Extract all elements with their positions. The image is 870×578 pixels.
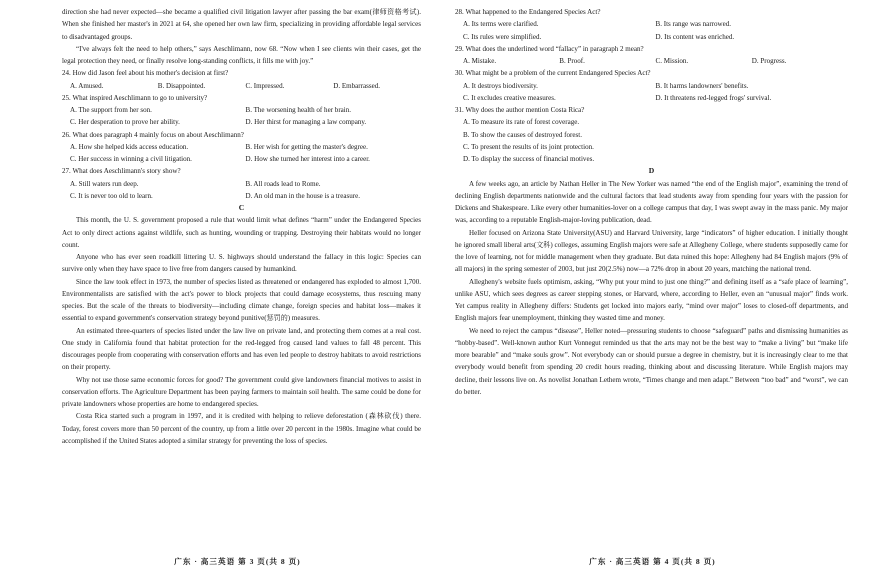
answer-option: D. An old man in the house is a treasure. <box>245 191 360 200</box>
body-paragraph: Anyone who has ever seen roadkill littering U. S. highways should understand the fallacy in this logic: Species can survive only when they have space to live free from dangers caused by humankind. <box>62 253 421 274</box>
answer-option: B. All roads lead to Rome. <box>245 179 321 188</box>
answer-option: A. Mistake. <box>463 57 497 65</box>
body-paragraph: Allegheny's website fuels optimism, asking, “Why put your mind to just one thing?” and defining itself as a “safe place of learning”, unlike ASU, which sees degrees as career stepping stones, or Harvard, where, according to Heller, even an “unusual major” finds work. Yet campus reality in Allegheny differs: Students get locked into majors early, “mind over major” loses to closed-off departments, and English majors fear unemployment, thinking they wasted time and money. <box>455 277 848 323</box>
answer-option: A. The support from her son. <box>70 106 152 114</box>
answer-option: C. It is never too old to learn. <box>70 191 153 200</box>
intro-paragraphs <box>62 6 421 67</box>
answer-option: C. Mission. <box>655 57 689 65</box>
answer-option: D. Embarrassed. <box>333 81 381 90</box>
question-stem: 29. What does the underlined word “fallacy” in paragraph 2 mean? <box>455 44 644 53</box>
answer-option: C. Its rules were simplified. <box>463 32 542 41</box>
body-paragraph: Costa Rica started such a program in 1997, and it is credited with helping to relieve deforestation (森林砍伐) there. Today, forest covers more than 50 percent of the country, up from a little over 20 percent in the 1980s. Imagine what could be accomplished if the United States adopted a similar strategy for preventing the loss of species. <box>62 412 421 445</box>
answer-option: C. It excludes creative measures. <box>463 93 556 102</box>
answer-option: B. To show the causes of destroyed forest. <box>463 130 582 139</box>
answer-option: B. Its range was narrowed. <box>655 20 732 29</box>
question-stem: 24. How did Jason feel about his mother's decision at first? <box>62 69 229 78</box>
answer-option: C. Her desperation to prove her ability. <box>70 118 180 127</box>
answer-option: B. Her wish for getting the master's degree. <box>245 142 368 151</box>
body-paragraph: An estimated three-quarters of species listed under the law live on private land, and protecting them comes at a real cost. One study in California found that habitat protection for the red-legged frog caused land values to fall 48 percent. This discourages people from cooperating with conservation efforts and has even led people to destroy habitats to avoid restrictions on their property. <box>62 326 421 372</box>
answer-option: A. Amused. <box>70 81 104 90</box>
body-paragraph: direction she had never expected—she became a qualified civil litigation lawyer after passing the bar exam(律师资格考试). When she finished her master's in 2021 at 64, she opened her own law firm, specializing in providing affordable legal services to disadvantaged groups. <box>62 8 421 41</box>
question-stem: 31. Why does the author mention Costa Rica? <box>455 106 585 114</box>
question-stem: 28. What happened to the Endangered Species Act? <box>455 8 601 16</box>
body-paragraph: This month, the U. S. government proposed a rule that would limit what defines “harm” under the Endangered Species Act to only direct actions against wildlife, such as hunting, wounding or trapping. Destroying their habitats would no longer count. <box>62 216 421 249</box>
passage-d <box>455 178 848 399</box>
answer-option: D. It threatens red-legged frogs' survival. <box>655 93 772 102</box>
answer-option: A. To measure its rate of forest coverage. <box>463 118 580 127</box>
answer-option: A. Still waters run deep. <box>70 179 139 188</box>
question-group-28-31 <box>455 6 848 165</box>
answer-option: B. It harms landowners' benefits. <box>655 81 749 90</box>
section-heading-d: D <box>648 166 655 176</box>
right-page <box>435 0 870 578</box>
body-paragraph: “I've always felt the need to help others,” says Aeschlimann, now 68. “Now when I see clients win their cases, get the legal protection they need, or finally resolve long-standing conflicts, it fills me with joy.” <box>62 44 421 65</box>
page-footer-4: 广东 · 高三英语 第 4 页(共 8 页) <box>589 557 716 566</box>
page-footer-3: 广东 · 高三英语 第 3 页(共 8 页) <box>174 557 301 566</box>
answer-option: A. Its terms were clarified. <box>463 20 539 29</box>
passage-c <box>62 214 421 447</box>
answer-option: D. To display the success of financial motives. <box>463 155 595 163</box>
answer-option: B. Proof. <box>559 57 585 65</box>
answer-option: A. How she helped kids access education. <box>70 142 189 151</box>
answer-option: C. Impressed. <box>245 81 285 90</box>
answer-option: A. It destroys biodiversity. <box>463 81 538 90</box>
body-paragraph: Since the law took effect in 1973, the number of species listed as threatened or endangered has exploded to almost 1,700. Environmentalists are satisfied with the act's power to block projects that could damage ecosystems, thus rescuing many species. But the scale of the threats to biodiversity—including climate change, foreign species and habitat loss—makes it essential to expand government's conservation strategy beyond punitive(惩罚的) measures. <box>62 277 421 323</box>
body-paragraph: A few weeks ago, an article by Nathan Heller in The New Yorker was named “the end of the English major”, examining the trend of declining English departments nationwide and the cultural factors that lead students away from spending four years with the passion for Dickens and Shakespeare. Like every other humanities-lover on a college campus that day, I was swept away in the mass panic. My major was, according to a reputable English-major-loving publication, dead. <box>455 179 848 225</box>
body-paragraph: Why not use those same economic forces for good? The government could give landowners financial motives to assist in conservation efforts. The Agriculture Department has been paying farmers to maintain soil health. The same could be done for private landowners whose properties are home to endangered species. <box>62 375 421 408</box>
answer-option: D. Its content was enriched. <box>655 32 735 41</box>
question-stem: 26. What does paragraph 4 mainly focus on about Aeschlimann? <box>62 130 244 139</box>
answer-option: C. Her success in winning a civil litigation. <box>70 155 192 163</box>
question-stem: 30. What might be a problem of the current Endangered Species Act? <box>455 69 651 78</box>
answer-option: D. How she turned her interest into a career. <box>245 155 370 163</box>
question-group-24-27 <box>62 67 421 202</box>
question-stem: 27. What does Aeschlimann's story show? <box>62 167 181 176</box>
body-paragraph: We need to reject the campus “disease”, Heller noted—pressuring students to choose “safeguard” paths and dismissing humanities as “hobby-based”. Well-known author Kurt Vonnegut reminded us that the arts may not be the best way to “make a living” but “make life more bearable” and “make souls grow”. Not everybody can or should pursue a degree in chemistry, but it is increasingly clear to me that everybody would benefit from spending 20 credit hours reading, thinking about and discussing literature. While English majors may decline, their lessons live on. As novelist Jonathan Lethem wrote, “Times change and men adapt.” Between “too bad” and “worst”, we can do better. <box>455 326 848 396</box>
answer-option: C. To present the results of its joint protection. <box>463 142 594 151</box>
answer-option: B. Disappointed. <box>157 81 206 90</box>
answer-option: D. Her thirst for managing a law company. <box>245 118 367 127</box>
section-heading-c: C <box>238 203 245 212</box>
answer-option: D. Progress. <box>751 57 787 65</box>
question-stem: 25. What inspired Aeschlimann to go to university? <box>62 93 208 102</box>
answer-option: B. The worsening health of her brain. <box>245 106 352 114</box>
body-paragraph: Heller focused on Arizona State University(ASU) and Harvard University, large “indicators” of higher education. I initially thought he ignored small liberal arts(文科) colleges, assuming English majors were safe at Allegheny College, where students supposedly came for the love of learning, not for middle management when they graduate. But data ruined this hope: Allegheny had 84 English majors (9% of all majors) in the spring semester of 2003, but just 20(2.5%) now—a 72% drop in about 20 years, matching the national trend. <box>455 228 848 274</box>
